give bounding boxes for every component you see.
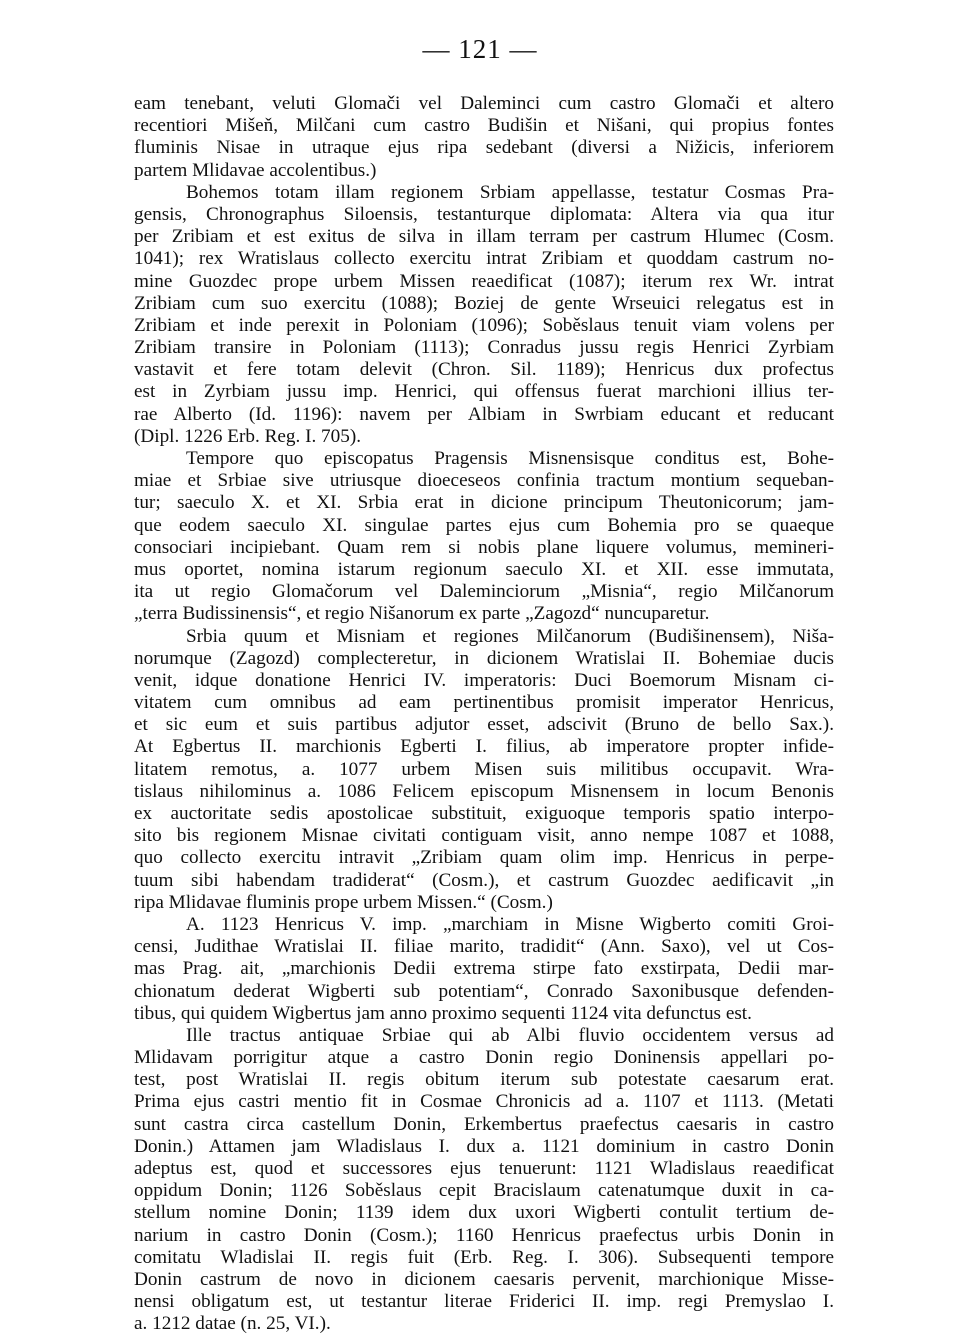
text-line: mas Prag. ait, „marchionis Dedii extrema stirpe fato exstirpata, Dedii mar- — [134, 958, 834, 980]
text-line: rae Alberto (Id. 1196): navem per Albiam in Swrbiam educant et reducant — [134, 403, 834, 425]
text-line: mus oportet, nomina istarum regionum saeculo XI. et XII. esse immutata, — [134, 558, 834, 580]
text-line: ex auctoritate sedis apostolicae substituit, exiguoque temporis spatio interpo- — [134, 803, 834, 824]
text-line: adeptus est, quod et successores ejus tenuerunt: 1121 Wladislaus reaedificat — [134, 1158, 834, 1179]
text-line: fluminis Nisae in utraque ejus ripa sedebant (diversi a Nižicis, inferiorem — [134, 137, 834, 159]
text-line: sunt castra circa castellum Donin, Erkembertus praefectus caesaris in castro — [134, 1113, 834, 1135]
body-text — [134, 93, 834, 1336]
text-line: miae et Srbiae sive utriusque dioeceseos confinia tractum montium sequeban- — [134, 470, 834, 492]
text-line: consociari incipiebant. Quam rem si nobis plane liquere volumus, memineri- — [134, 536, 834, 558]
text-line: nensi obligatum est, ut testantur literae Friderici II. imp. regi Premyslao I. — [134, 1291, 834, 1313]
text-line: comitatu Wladislai II. regis fuit (Erb. Reg. I. 306). Subsequenti tempore — [134, 1246, 834, 1268]
text-line: et sic eum et suis partibus adjutor esset, adscivit (Bruno de bello Sax.). — [134, 714, 834, 736]
text-line: narium in castro Donin (Cosm.); 1160 Henricus praefectus urbis Donin in — [134, 1224, 834, 1246]
text-line: tur; saeculo X. et XI. Srbia erat in dicione principum Theutonicorum; jam- — [134, 492, 834, 514]
text-line: Tempore quo episcopatus Pragensis Misnensisque conditus est, Bohe- — [186, 448, 834, 469]
text-line: vastavit et fere totam delevit (Chron. Sil. 1189); Henricus dux profectus — [134, 359, 834, 381]
text-line: Donin.) Attamen jam Wladislaus I. dux a. 1121 dominium in castro Donin — [134, 1135, 834, 1157]
text-line: tibus, qui quidem Wigbertus jam anno proximo sequenti 1124 vita defunctus est. — [134, 1002, 752, 1024]
text-line: test, post Wratislai II. regis obitum iterum sub potestate caesarum erat. — [134, 1069, 834, 1091]
text-line: „terra Budissinensis“, et regio Nišanorum ex parte „Zagozd“ nuncuparetur. — [134, 603, 710, 625]
text-line: At Egbertus II. marchionis Egberti I. filius, ab imperatore propter infide- — [134, 736, 834, 758]
text-line: Prima ejus castri mentio fit in Cosmae Chronicis ad a. 1107 et 1113. (Metati — [134, 1091, 834, 1113]
text-line: Ille tractus antiquae Srbiae qui ab Albi fluvio occidentem versus ad — [186, 1024, 834, 1046]
text-line: Zribiam et inde perexit in Poloniam (1096); Soběslaus tenuit viam volens per — [134, 314, 834, 336]
text-line: norumque (Zagozd) complecteretur, in dicionem Wratislai II. Bohemiae ducis — [134, 647, 834, 669]
text-line: Bohemos totam illam regionem Srbiam appellasse, testatur Cosmas Pra- — [186, 181, 834, 203]
text-line: sito bis regionem Misnae civitati contiguam visit, anno nempe 1087 et 1088, — [134, 825, 834, 847]
text-line: gensis, Chronographus Siloensis, testanturque diplomata: Altera via qua itur — [134, 203, 834, 225]
text-line: censi, Judithae Wratislai II. filiae marito, tradidit“ (Ann. Saxo), vel ut Cos- — [134, 936, 834, 958]
text-line: vitatem cum omnibus ad eam pertinentibus promisit imperator Henricus, — [134, 692, 834, 714]
text-line: Donin castrum de novo in dicionem caesaris pervenit, marchionique Misse- — [134, 1268, 834, 1290]
text-line: per Zribiam et est exitus de silva in illam terram per castrum Hlumec (Cosm. — [134, 226, 834, 248]
text-line: ita ut regio Glomačorum vel Daleminciorum „Misnia“, regio Milčanorum — [134, 581, 834, 603]
text-line: recentiori Mišeň, Milčani cum castro Budišin et Nišani, qui propius fontes — [134, 115, 834, 137]
text-line: quo collecto exercitu intravit „Zribiam quam olim imp. Henricus in perpe- — [134, 847, 834, 869]
text-line: Zribiam transire in Poloniam (1113); Conradus jussu regis Henrici Zyrbiam — [134, 337, 834, 359]
text-line: Zribiam cum suo exercitu (1088); Boziej de gente Wrseuici relegatus est in — [134, 292, 834, 314]
text-line: est in Zyrbiam jussu imp. Henrici, qui offensus fuerat marchioni illius ter- — [134, 381, 834, 403]
text-line: litatem remotus, a. 1077 urbem Misen suis militibus occupavit. Wra- — [134, 758, 834, 780]
text-line: a. 1212 datae (n. 25, VI.). — [134, 1313, 331, 1335]
page-number: — 121 — — [422, 34, 538, 64]
text-line: stellum nomine Donin; 1139 idem dux uxori Wigberti contulit tertium de- — [134, 1202, 834, 1224]
text-line: mine Guozdec prope urbem Missen reaedificat (1087); iterum rex Wr. intrat — [134, 270, 834, 292]
text-line: oppidum Donin; 1126 Soběslaus cepit Bracislaum catenatumque duxit in ca- — [134, 1180, 834, 1202]
text-line: Srbia quum et Misniam et regiones Milčanorum (Budišinensem), Niša- — [186, 625, 834, 647]
text-line: Mlidavam porrigitur atque a castro Donin regio Doninensis appellari po- — [134, 1047, 834, 1069]
text-line: partem Mlidavae accolentibus.) — [134, 159, 377, 181]
text-line: tuum sibi habendam tradiderat“ (Cosm.), et castrum Guozdec aedificavit „in — [134, 869, 834, 891]
text-line: A. 1123 Henricus V. imp. „marchiam in Misne Wigberto comiti Groi- — [186, 913, 834, 935]
text-line: que eodem saeculo XI. singulae partes ejus cum Bohemia pro se quaeque — [134, 514, 834, 536]
text-line: venit, idque donatione Henrici IV. imperatoris: Duci Boemorum Misnam ci- — [134, 669, 834, 691]
text-line: eam tenebant, veluti Glomači vel Daleminci cum castro Glomači et altero — [134, 93, 834, 114]
text-line: chionatum dederat Wigberti sub potentiam“, Conrado Saxonibusque defenden- — [134, 980, 834, 1002]
text-line: tislaus nihilominus a. 1086 Felicem episcopum Misnensem in locum Benonis — [134, 780, 834, 802]
text-line: (Dipl. 1226 Erb. Reg. I. 705). — [134, 425, 362, 447]
text-line: ripa Mlidavae fluminis prope urbem Missen.“ (Cosm.) — [134, 891, 553, 913]
text-line: 1041); rex Wratislaus collecto exercitu intrat Zribiam et quoddam castrum no- — [134, 248, 834, 270]
